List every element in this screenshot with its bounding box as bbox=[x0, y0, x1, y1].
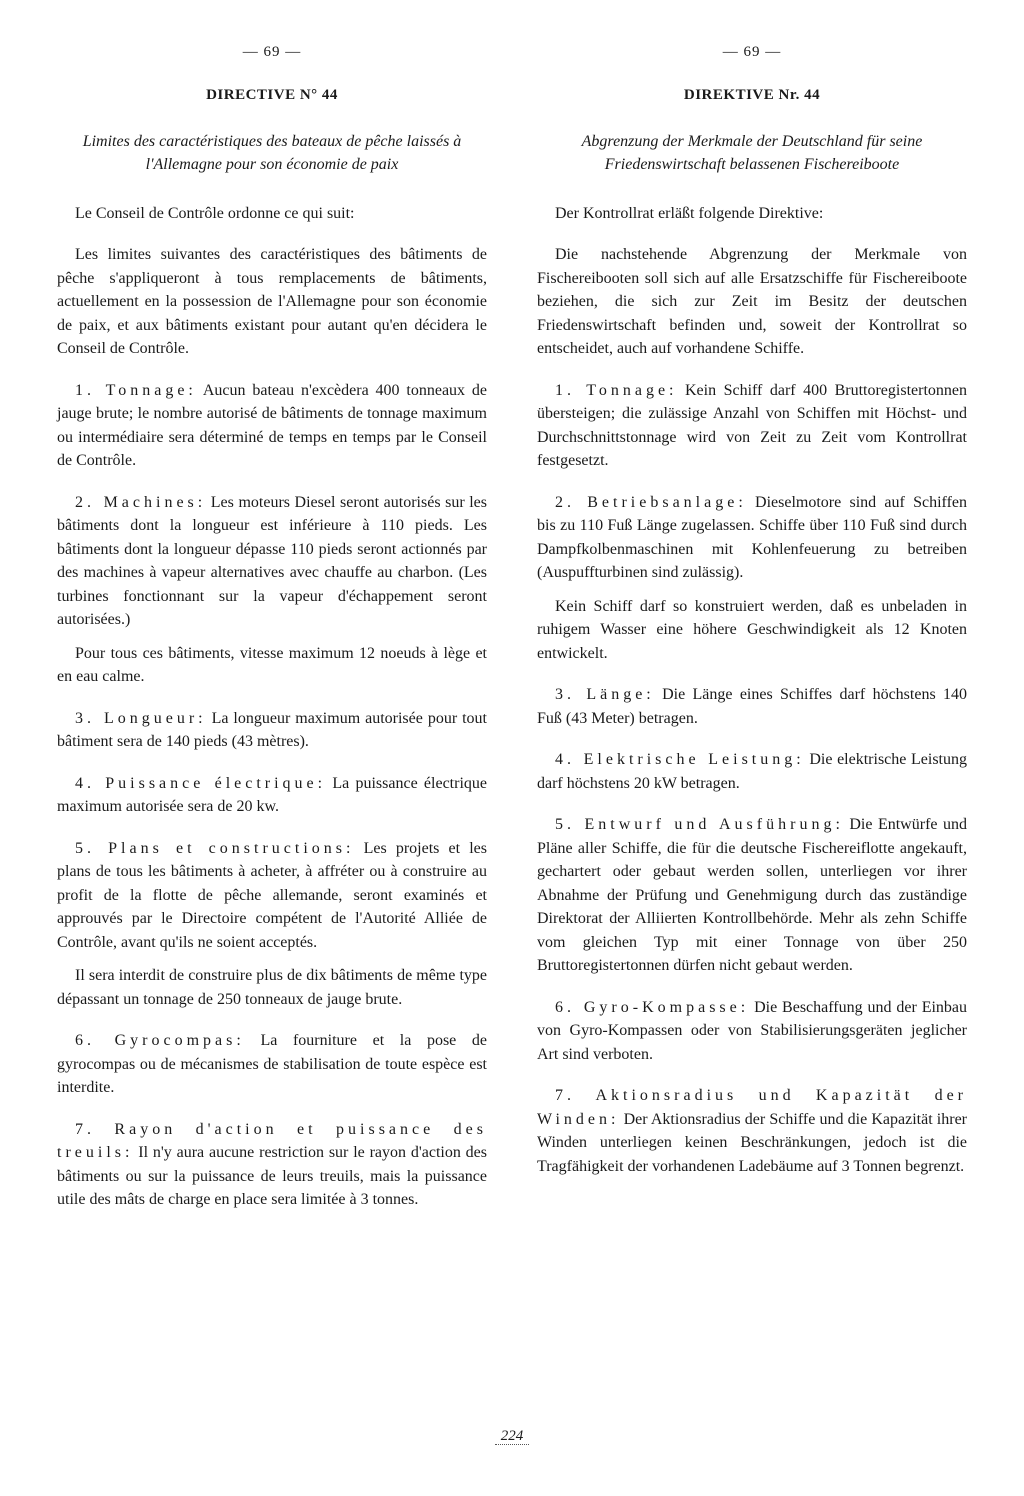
paragraph-text: Les projets et les plans de tous les bâtiments à acheter, à affréter ou à construire au profit de la flotte de pêche allemande, seront examinés et approuvés par le Directoire compétent de l'Autorité Alliée de Contrôle, avant qu'ils ne soient acceptés. bbox=[57, 839, 488, 951]
paragraph-label: 3. Longueur: bbox=[75, 709, 207, 727]
paragraph-fr-4 bbox=[57, 707, 487, 754]
paragraph-text: Dieselmotore sind auf Schiffen bis zu 110 Fuß Länge zugelassen. Schiffe über 110 Fuß sind durch Dampfkolbenmaschinen mit Kohlenfeuerung zu betreiben (Auspuffturbinen sind zulässig). bbox=[537, 493, 968, 581]
intro-de: Der Kontrollrat erläßt folgende Direktive: bbox=[555, 205, 824, 222]
paragraph-text: Die elektrische Leistung darf höchstens 20 kW betragen. bbox=[537, 751, 967, 792]
paragraph-text: Der Aktionsradius der Schiffe und die Kapazität ihrer Winden unterliegen keinen Beschränkungen, jedoch ist die Tragfähigkeit der vorhandenen Ladebäume auf 3 Tonnen begrenzt. bbox=[537, 1110, 967, 1175]
paragraph-text: Aucun bateau n'excèdera 400 tonneaux de jauge brute; le nombre autorisé de bâtiments de tonnage maximum ou intermédiaire sera déterminé de temps en temps par le Conseil de Contrôle. bbox=[57, 381, 487, 469]
paragraph-text: Die nachstehende Abgrenzung der Merkmale von Fischereibooten soll sich auf alle Ersatzschiffe für Fischereiboote beziehen, die sich zur Zeit im Besitz der deutschen Friedenswirtschaft befinden und, soweit der Kontrollrat so entscheidet, auch auf vorhandene Schiffe. bbox=[537, 246, 967, 357]
paragraph-de-5 bbox=[537, 748, 967, 795]
paragraph-label: 1. Tonnage: bbox=[555, 381, 678, 399]
german-column bbox=[537, 44, 967, 1196]
paragraph-label: 4. Puissance électrique: bbox=[75, 774, 327, 792]
paragraph-label: 5. Plans et constructions: bbox=[75, 839, 355, 857]
paragraph-label: 6. Gyro-Kompasse: bbox=[555, 998, 750, 1016]
paragraph-text: La longueur maximum autorisée pour tout bâtiment sera de 140 pieds (43 mètres). bbox=[57, 709, 487, 750]
french-column bbox=[57, 44, 487, 1230]
directive-subtitle-fr: Limites des caractéristiques des bateaux de pêche laissés à l'Allemagne pour son économie de paix bbox=[82, 133, 462, 173]
paragraph-text: Il sera interdit de construire plus de dix bâtiments de même type dépassant un tonnage de 250 tonneaux de jauge brute. bbox=[57, 967, 487, 1008]
footer-page-label: 224 bbox=[495, 1428, 530, 1445]
paragraph-label: 7. Aktionsradius und Kapazität der Winden: bbox=[537, 1087, 967, 1128]
paragraph-label: 7. Rayon d'action et puissance des treuils: bbox=[57, 1120, 487, 1161]
page-number-fr: — 69 — bbox=[242, 44, 302, 60]
paragraph-text: Kein Schiff darf so konstruiert werden, daß es unbeladen in ruhigem Wasser eine höhere Geschwindigkeit als 12 Knoten entwickelt. bbox=[537, 597, 967, 662]
intro-fr: Le Conseil de Contrôle ordonne ce qui suit: bbox=[75, 205, 355, 222]
paragraph-de-0 bbox=[537, 243, 967, 361]
paragraph-de-1 bbox=[537, 379, 967, 473]
paragraph-fr-0 bbox=[57, 243, 487, 361]
paragraph-text: Die Länge eines Schiffes darf höchstens 140 Fuß (43 Meter) betragen. bbox=[537, 686, 967, 727]
paragraph-text: Les moteurs Diesel seront autorisés sur les bâtiments dont la longueur est inférieure à 110 pieds. Les bâtiments dont la longueur dépasse 110 pieds seront actionnés par des machines à vapeur alternatives avec chauffe au charbon. (Les turbines fonctionnant sur la vapeur d'échappement seront autorisées.) bbox=[57, 493, 487, 628]
paragraph-label: 6. Gyrocompas: bbox=[75, 1032, 245, 1049]
paragraph-fr-9 bbox=[57, 1118, 487, 1212]
paragraph-fr-6 bbox=[57, 837, 487, 955]
paragraph-label: 3. Länge: bbox=[555, 686, 655, 703]
paragraph-fr-3 bbox=[57, 642, 487, 689]
paragraph-de-4 bbox=[537, 683, 967, 730]
paragraph-fr-1 bbox=[57, 379, 487, 473]
directive-title-fr: DIRECTIVE N° 44 bbox=[206, 87, 338, 103]
paragraph-text: Pour tous ces bâtiments, vitesse maximum 12 noeuds à lège et en eau calme. bbox=[57, 644, 487, 685]
paragraph-text: Die Entwürfe und Pläne aller Schiffe, die für die deutsche Fischereiflotte angekauft, gechartert oder gebaut werden sollen, unterliegen vor ihrer Abnahme der Prüfung und Genehmigung durch das zuständige Direktorat der Alliierten Kontrollbehörde. Mehr als zehn Schiffe vom gleichen Typ mit einer Tonnage von über 250 Bruttoregistertonnen dürfen nicht gebaut werden. bbox=[537, 816, 967, 974]
paragraph-label: 5. Entwurf und Ausführung: bbox=[555, 816, 844, 833]
paragraph-de-3 bbox=[537, 595, 967, 666]
paragraph-label: 4. Elektrische Leistung: bbox=[555, 751, 805, 768]
paragraph-text: Die Beschaffung und der Einbau von Gyro-Kompassen oder von Stabilisierungsgeräten jeglicher Art sind verboten. bbox=[537, 998, 968, 1063]
paragraph-fr-2 bbox=[57, 491, 487, 632]
paragraph-de-6 bbox=[537, 813, 967, 978]
page-number-de: — 69 — bbox=[722, 44, 782, 60]
directive-subtitle-de: Abgrenzung der Merkmale der Deutschland für seine Friedenswirtschaft belassenen Fischereiboote bbox=[581, 133, 923, 173]
paragraph-de-7 bbox=[537, 996, 967, 1067]
paragraph-text: Il n'y aura aucune restriction sur le rayon d'action des bâtiments ou sur la puissance de leurs treuils, mais la puissance utile des mâts de charge en place sera limitée à 3 tonnes. bbox=[57, 1144, 487, 1208]
directive-title-de: DIREKTIVE Nr. 44 bbox=[683, 87, 821, 103]
paragraph-text: La fourniture et la pose de gyrocompas ou de mécanismes de stabilisation de toute espèce est interdite. bbox=[57, 1032, 488, 1096]
footer-page-number bbox=[0, 1428, 1024, 1445]
paragraph-fr-7 bbox=[57, 964, 487, 1011]
paragraph-text: Kein Schiff darf 400 Bruttoregistertonnen übersteigen; die zulässige Anzahl von Schiffen mit Höchst- und Durchschnittstonnage wird von Zeit zu Zeit vom Kontrollrat festgesetzt. bbox=[537, 381, 967, 469]
paragraph-de-8 bbox=[537, 1084, 967, 1178]
paragraph-text: La puissance électrique maximum autorisée sera de 20 kw. bbox=[57, 774, 487, 815]
paragraph-fr-5 bbox=[57, 772, 487, 819]
paragraph-fr-8 bbox=[57, 1029, 487, 1100]
paragraph-label: 2. Machines: bbox=[75, 493, 207, 511]
paragraph-de-2 bbox=[537, 491, 967, 585]
paragraph-label: 1. Tonnage: bbox=[75, 381, 197, 399]
paragraph-label: 2. Betriebsanlage: bbox=[555, 493, 747, 511]
paragraph-text: Les limites suivantes des caractéristiques des bâtiments de pêche s'appliqueront à tous remplacements de bâtiments, actuellement en la possession de l'Allemagne pour son économie de paix, et aux bâtiments existant pour autant qu'en décidera le Conseil de Contrôle. bbox=[57, 246, 487, 357]
